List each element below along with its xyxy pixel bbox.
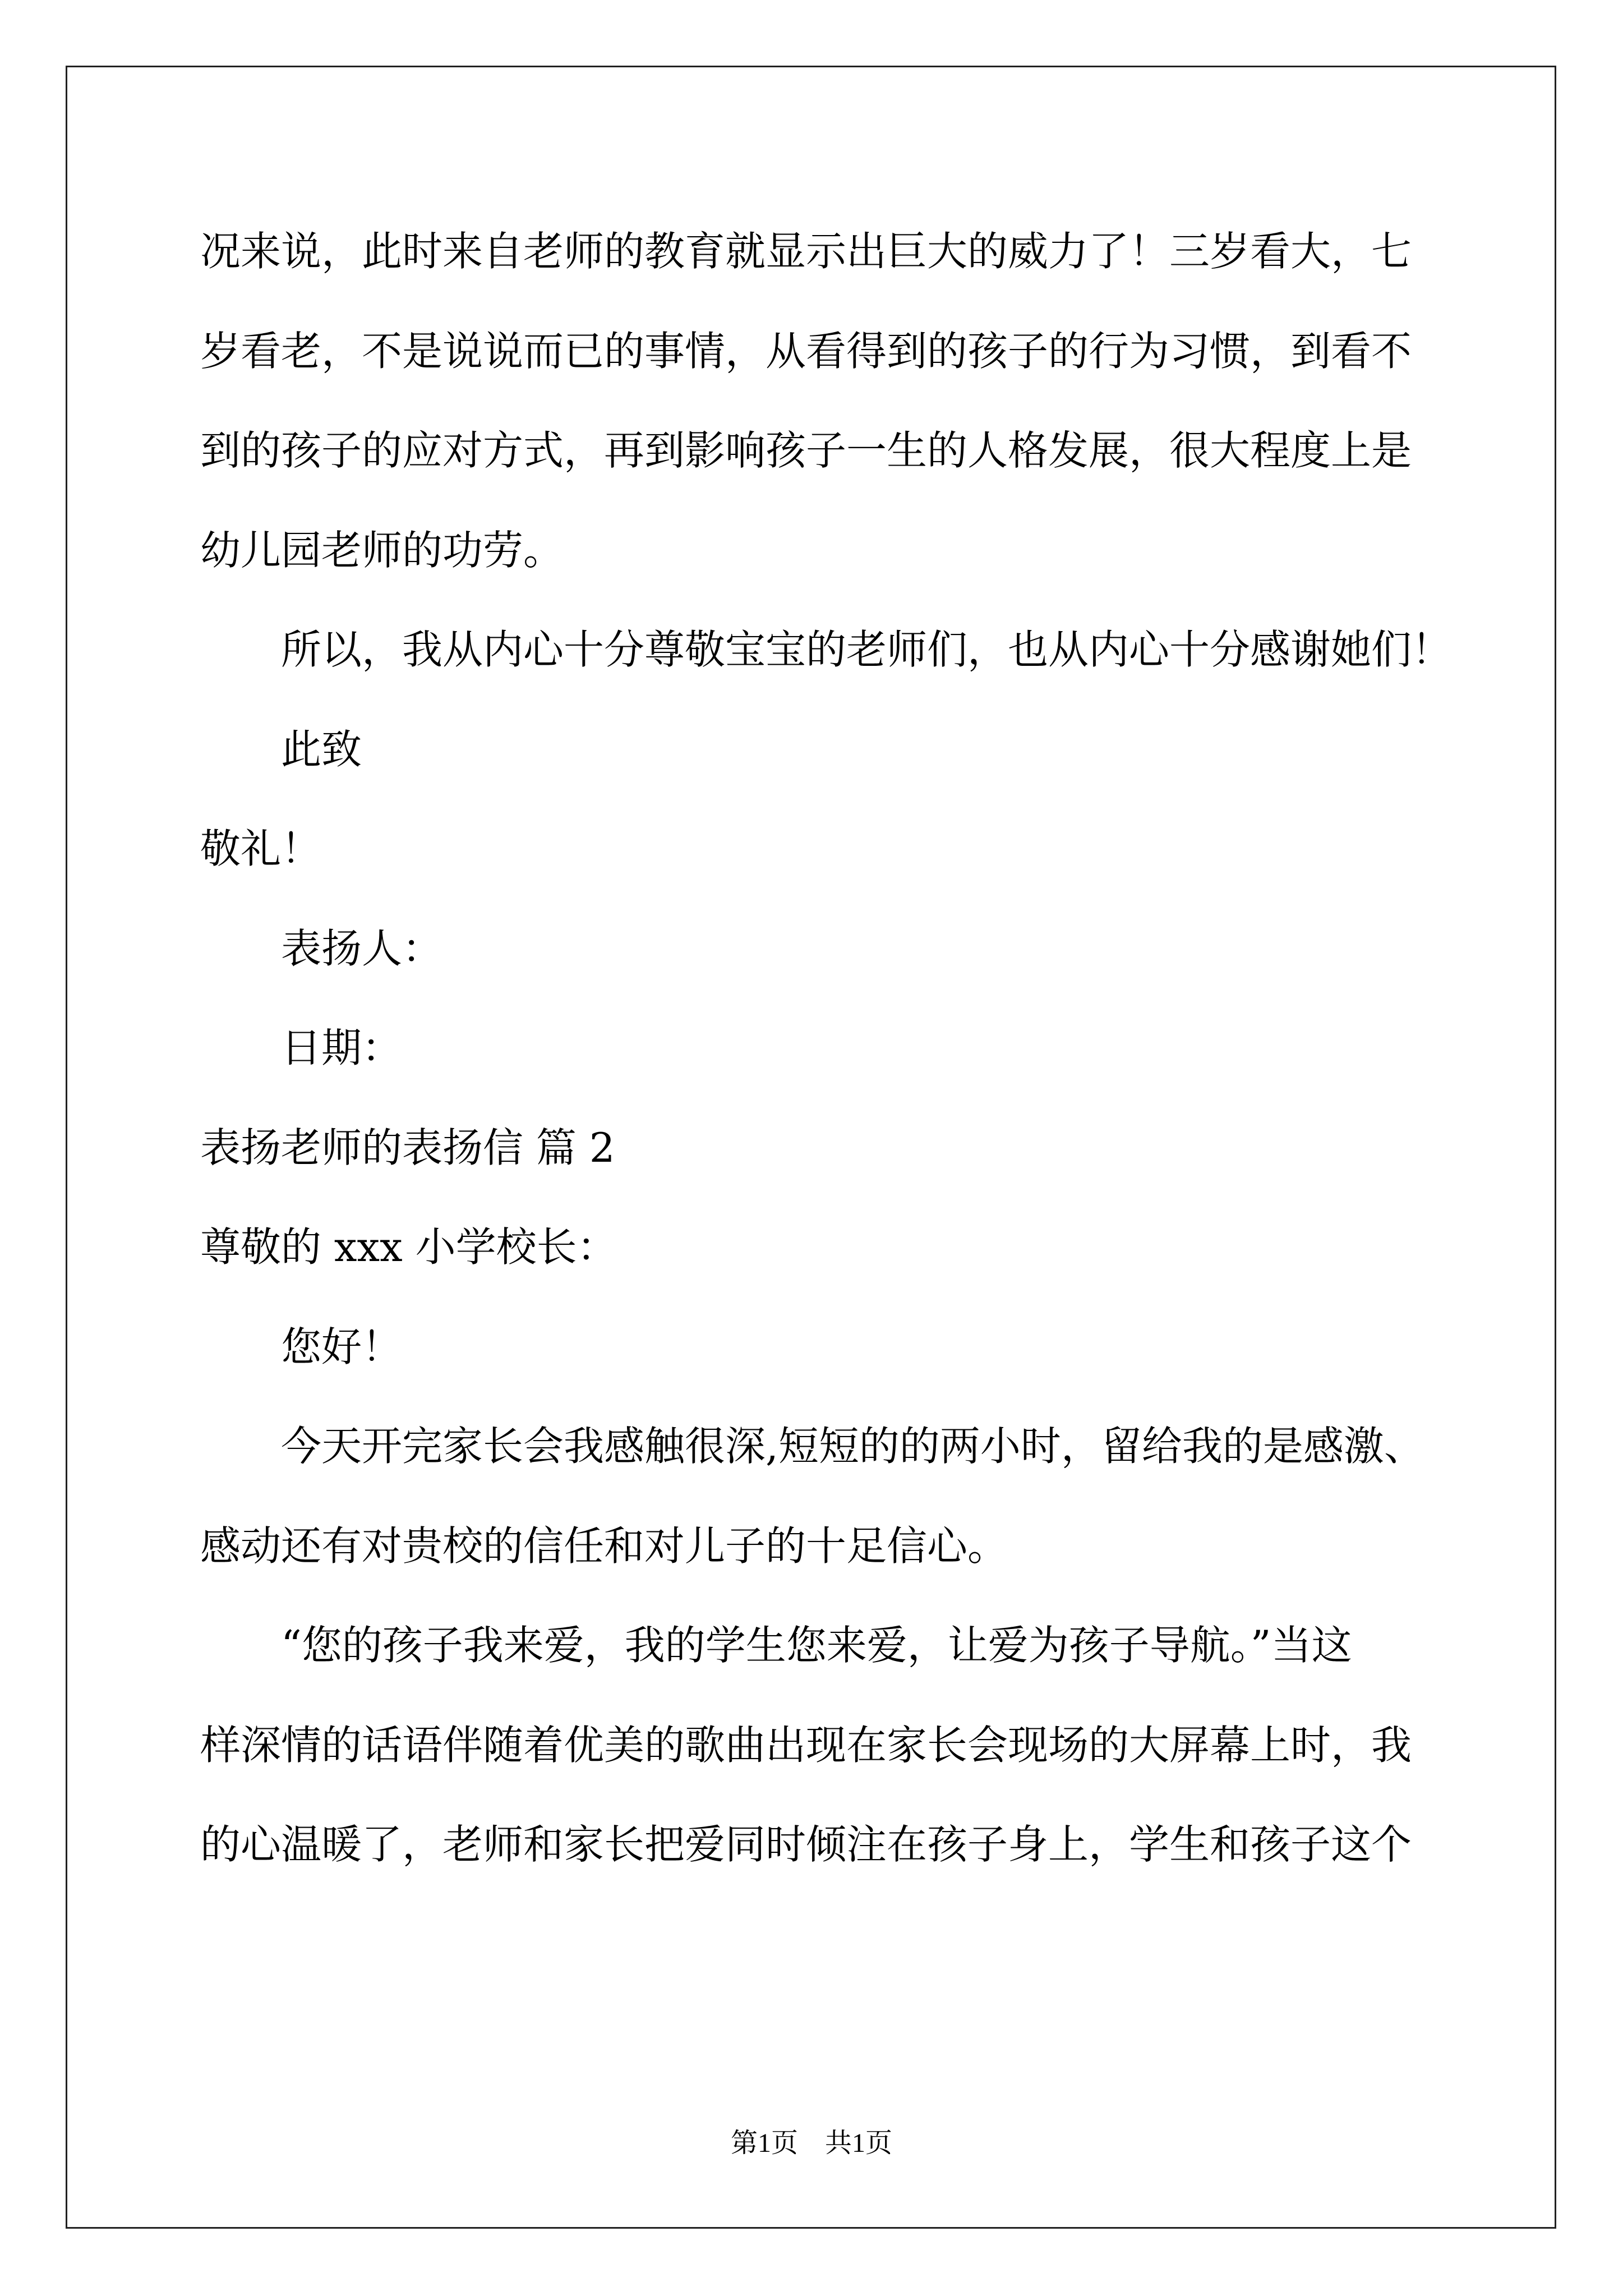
signer-label: 表扬人： bbox=[281, 924, 443, 972]
closing-salutation: 此致 bbox=[281, 725, 362, 773]
closing-paragraph: 所以，我从内心十分尊敬宝宝的老师们，也从内心十分感谢她们！ bbox=[281, 626, 1453, 673]
paragraph-line: 幼儿园老师的功劳。 bbox=[200, 526, 564, 574]
addressee: 尊敬的 xxx 小学校长： bbox=[200, 1223, 617, 1271]
date-label: 日期： bbox=[281, 1024, 403, 1071]
paragraph-line: “您的孩子我来爱，我的学生您来爱，让爱为孩子导航。”当这 bbox=[281, 1622, 1352, 1669]
paragraph-line: 到的孩子的应对方式，再到影响孩子一生的人格发展，很大程度上是 bbox=[200, 427, 1412, 474]
paragraph-line: 况来说，此时来自老师的教育就显示出巨大的威力了！三岁看大，七 bbox=[200, 228, 1412, 275]
document-body bbox=[200, 202, 1524, 1895]
paragraph-line: 样深情的话语伴随着优美的歌曲出现在家长会现场的大屏幕上时，我 bbox=[200, 1721, 1412, 1769]
regards: 敬礼！ bbox=[200, 825, 322, 872]
paragraph-line: 的心温暖了，老师和家长把爱同时倾注在孩子身上，学生和孩子这个 bbox=[200, 1821, 1412, 1868]
paragraph-line: 感动还有对贵校的信任和对儿子的十足信心。 bbox=[200, 1522, 1008, 1570]
paragraph-line: 今天开完家长会我感触很深,短短的的两小时，留给我的是感激、 bbox=[281, 1423, 1424, 1470]
page-number: 第1页 bbox=[730, 2128, 798, 2158]
greeting: 您好！ bbox=[281, 1323, 403, 1370]
paragraph-line: 岁看老，不是说说而已的事情，从看得到的孩子的行为习惯，到看不 bbox=[200, 327, 1412, 375]
page-total: 共1页 bbox=[825, 2128, 893, 2158]
page-footer bbox=[0, 2126, 1623, 2161]
section-title: 表扬老师的表扬信 篇 2 bbox=[200, 1124, 615, 1171]
